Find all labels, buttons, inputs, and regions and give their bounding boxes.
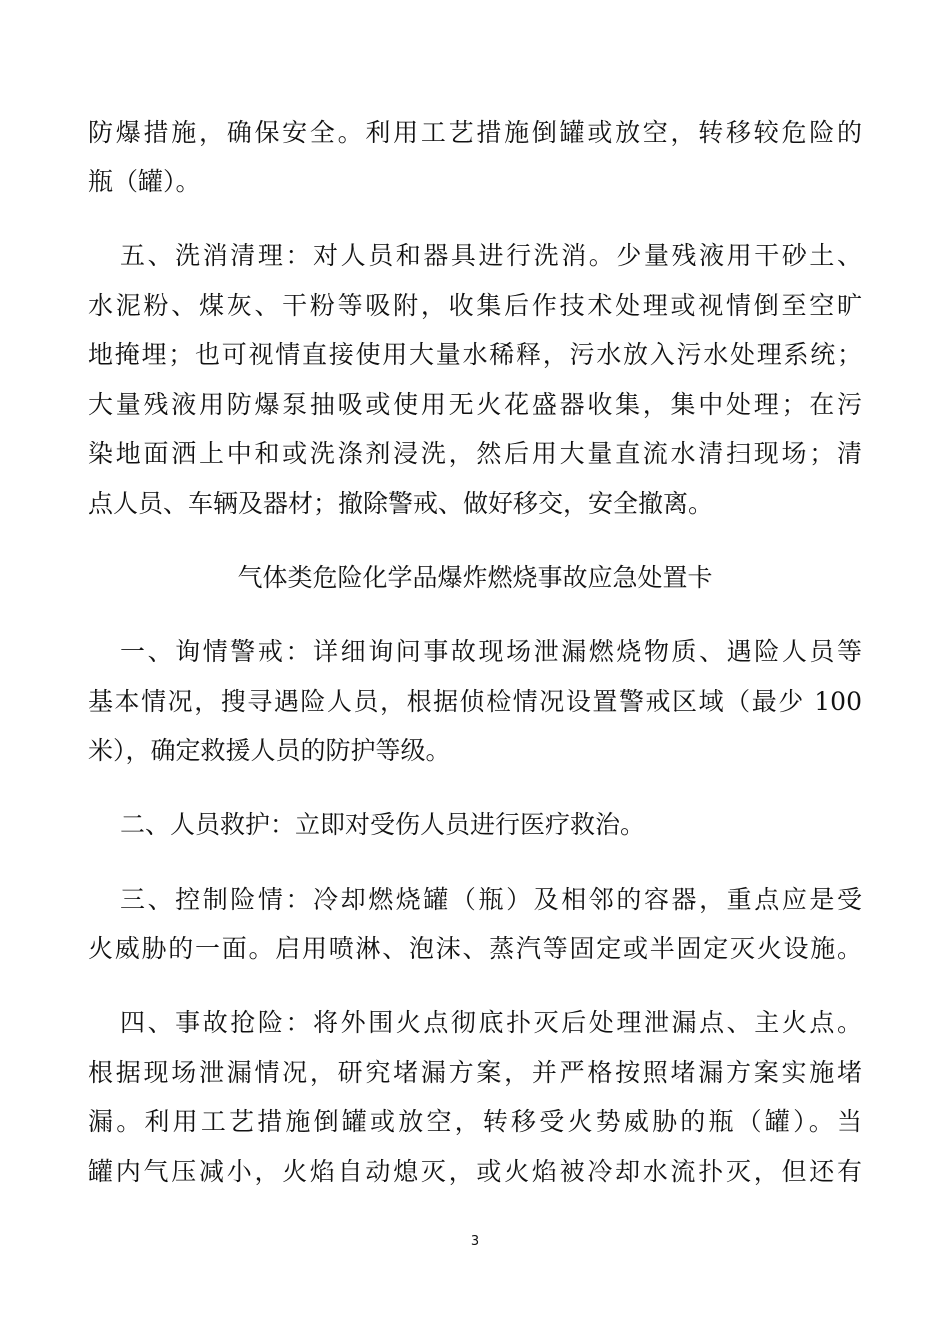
paragraph-line: 漏。利用工艺措施倒罐或放空，转移受火势威胁的瓶（罐）。当	[88, 1107, 862, 1136]
paragraph-line: 瓶（罐）。	[88, 167, 201, 196]
paragraph-line: 水泥粉、煤灰、干粉等吸附，收集后作技术处理或视情倒至空旷	[88, 291, 862, 320]
paragraph-line: 基本情况，搜寻遇险人员，根据侦检情况设置警戒区域（最少 100	[88, 687, 862, 716]
paragraph-line: 防爆措施，确保安全。利用工艺措施倒罐或放空，转移较危险的	[88, 118, 862, 147]
section-title: 气体类危险化学品爆炸燃烧事故应急处置卡	[237, 563, 713, 592]
page-number: 3	[470, 1234, 480, 1249]
paragraph-line: 四、事故抢险：将外围火点彻底扑灭后处理泄漏点、主火点。	[120, 1008, 862, 1037]
paragraph-line: 二、人员救护：立即对受伤人员进行医疗救治。	[120, 810, 646, 839]
paragraph-line: 一、询情警戒：详细询问事故现场泄漏燃烧物质、遇险人员等	[120, 637, 862, 666]
paragraph-line: 米），确定救援人员的防护等级。	[88, 736, 451, 765]
paragraph-line: 三、控制险情：冷却燃烧罐（瓶）及相邻的容器，重点应是受	[120, 885, 862, 914]
paragraph-line: 染地面洒上中和或洗涤剂浸洗，然后用大量直流水清扫现场；清	[88, 439, 862, 468]
paragraph-line: 火威胁的一面。启用喷淋、泡沫、蒸汽等固定或半固定灭火设施。	[88, 934, 862, 963]
paragraph-line: 地掩埋；也可视情直接使用大量水稀释，污水放入污水处理系统；	[88, 340, 862, 369]
paragraph-line: 五、洗消清理：对人员和器具进行洗消。少量残液用干砂土、	[120, 241, 862, 270]
paragraph-line: 根据现场泄漏情况，研究堵漏方案，并严格按照堵漏方案实施堵	[88, 1058, 862, 1087]
paragraph-line: 罐内气压减小，火焰自动熄灭，或火焰被冷却水流扑灭，但还有	[88, 1157, 862, 1186]
paragraph-line: 点人员、车辆及器材；撤除警戒、做好移交，安全撤离。	[88, 489, 714, 518]
paragraph-line: 大量残液用防爆泵抽吸或使用无火花盛器收集，集中处理；在污	[88, 390, 862, 419]
